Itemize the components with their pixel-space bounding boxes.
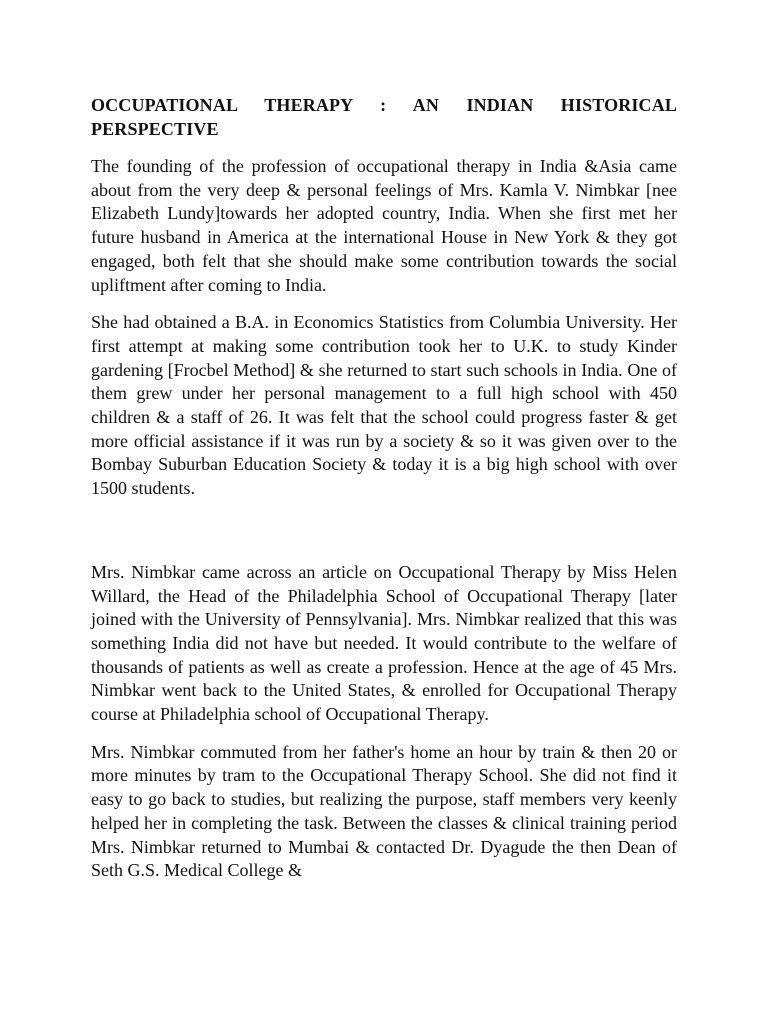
paragraph-founding: The founding of the profession of occupational therapy in India &Asia came about from the very deep & personal feelings of Mrs. Kamla V. Nimbkar [nee Elizabeth Lundy]towards her adopted country, India. When she first met her future husband in America at the international House in New York & they got engaged, both felt that she should make some contribution towards the social upliftment after coming to India.	[91, 156, 677, 295]
paragraph-commute: Mrs. Nimbkar commuted from her father's home an hour by train & then 20 or more minutes by tram to the Occupational Therapy School. She did not find it easy to go back to studies, but realizing the purpose, staff members very keenly helped her in completing the task. Between the classes & clinical training period Mrs. Nimbkar returned to Mumbai & contacted Dr. Dyagude the then Dean of Seth G.S. Medical College &	[91, 741, 677, 881]
paragraph-education: She had obtained a B.A. in Economics Statistics from Columbia University. Her first attempt at making some contribution took her to U.K. to study Kinder gardening [Frocbel Method] & she returned to start such schools in India. One of them grew under her personal management to a full high school with 450 children & a staff of 26. It was felt that the school could progress faster & get more official assistance if it was run by a society & so it was given over to the Bombay Suburban Education Society & today it is a big high school with over 1500 students.	[91, 312, 677, 499]
paragraph-occupational-therapy: Mrs. Nimbkar came across an article on Occupational Therapy by Miss Helen Willard, the Head of the Philadelphia School of Occupational Therapy [later joined with the University of Pennsylvania]. Mrs. Nimbkar realized that this was something India did not have but needed. It would contribute to the welfare of thousands of patients as well as create a profession. Hence at the age of 45 Mrs. Nimbkar went back to the United States, & enrolled for Occupational Therapy course at Philadelphia school of Occupational Therapy.	[91, 561, 677, 725]
document-title: OCCUPATIONAL THERAPY : AN INDIAN HISTORICAL PERSPECTIVE	[91, 95, 677, 139]
document-page	[91, 93, 677, 897]
